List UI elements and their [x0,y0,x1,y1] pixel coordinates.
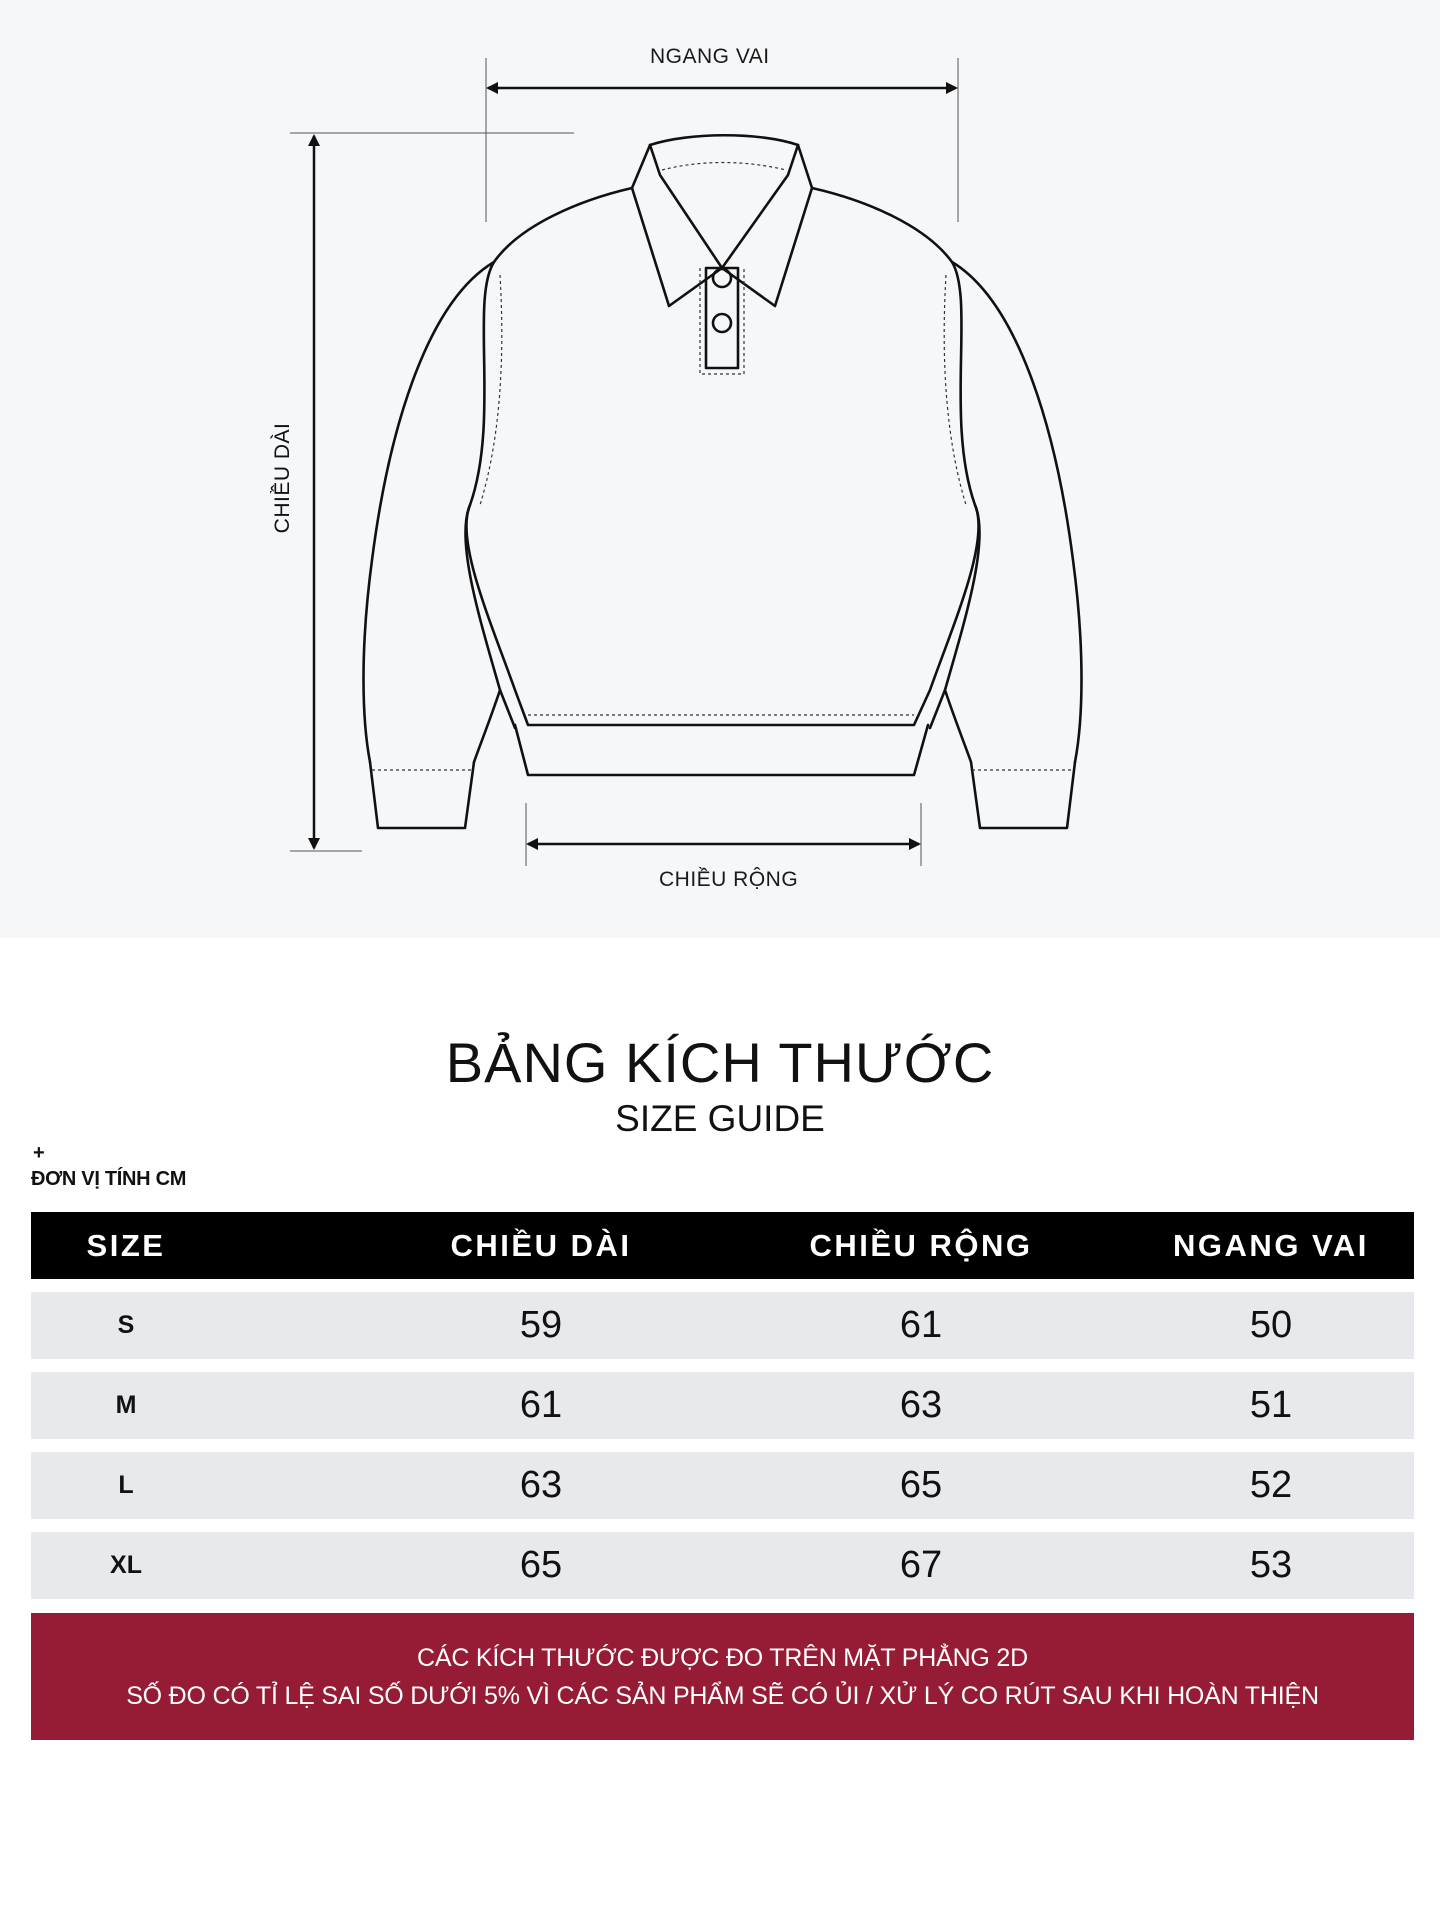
measurement-note-banner [31,1613,1414,1740]
length-cell: 59 [519,1304,563,1346]
shoulder-cell: 51 [1249,1384,1293,1426]
shoulder-cell: 50 [1249,1304,1293,1346]
header-size: SIZE [86,1227,166,1263]
size-guide-subtitle: SIZE GUIDE [615,1098,825,1139]
length-cell: 65 [519,1544,563,1586]
shoulder-width-label: NGANG VAI [650,45,770,68]
plus-icon: + [33,1142,45,1164]
table-header-row [31,1212,1414,1279]
width-cell: 67 [899,1544,943,1586]
size-cell: XL [110,1551,142,1579]
table-row [31,1452,1414,1519]
header-shoulder: NGANG VAI [1173,1227,1369,1263]
table-row [31,1532,1414,1599]
garment-diagram-panel [0,0,1440,938]
width-cell: 61 [899,1304,943,1346]
width-cell: 65 [899,1464,943,1506]
note-line-2: SỐ ĐO CÓ TỈ LỆ SAI SỐ DƯỚI 5% VÌ CÁC SẢN PHẨM SẼ CÓ ỦI / XỬ LÝ CO RÚT SAU KHI HOÀN THIỆN [126,1681,1319,1710]
size-cell: S [117,1311,135,1339]
table-row [31,1292,1414,1359]
unit-note: ĐƠN VỊ TÍNH CM [31,1168,187,1190]
size-cell: M [115,1391,137,1419]
shoulder-cell: 52 [1249,1464,1293,1506]
length-cell: 61 [519,1384,563,1426]
shoulder-cell: 53 [1249,1544,1293,1586]
width-cell: 63 [899,1384,943,1426]
length-label: CHIỀU DÀI [271,422,294,534]
table-row [31,1372,1414,1439]
header-length: CHIỀU DÀI [450,1227,632,1263]
polo-sweater-illustration [0,0,1440,938]
chest-width-label: CHIỀU RỘNG [659,868,799,891]
note-line-1: CÁC KÍCH THƯỚC ĐƯỢC ĐO TRÊN MẶT PHẲNG 2D [417,1643,1028,1672]
length-cell: 63 [519,1464,563,1506]
header-width: CHIỀU RỘNG [809,1227,1033,1263]
size-guide-title: BẢNG KÍCH THƯỚC [445,1031,995,1094]
size-cell: L [118,1471,134,1499]
